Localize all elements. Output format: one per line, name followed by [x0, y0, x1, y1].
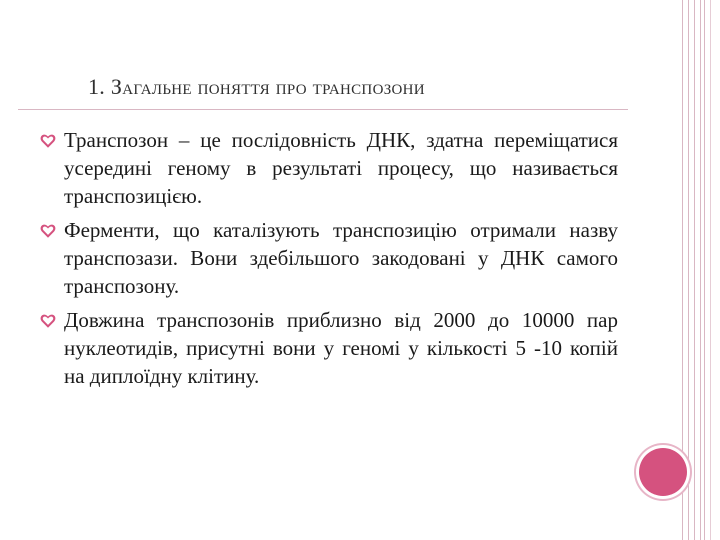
decor-line	[700, 0, 701, 540]
slide-title	[88, 74, 425, 100]
bullet-text: Транспозон – це послідовність ДНК, здатна переміщатися усередині геному в результаті процесу, що називається транспозицією.	[64, 128, 618, 208]
circle-icon	[639, 448, 687, 496]
decor-line	[710, 0, 711, 540]
heart-outline-icon	[39, 312, 57, 330]
title-number: 1.	[88, 74, 106, 99]
decor-line	[688, 0, 689, 540]
title-text: Загальне поняття про транспозони	[110, 74, 425, 99]
heart-outline-icon	[39, 222, 57, 240]
title-divider	[18, 109, 628, 110]
heart-outline-icon	[39, 132, 57, 150]
bullet-text: Ферменти, що каталізують транспозицію отримали назву транспозази. Вони здебільшого закодовані у ДНК самого транспозону.	[64, 218, 618, 298]
bullet-list	[38, 126, 618, 396]
bullet-item	[38, 216, 618, 300]
decor-line	[694, 0, 695, 540]
bullet-item	[38, 306, 618, 390]
bullet-text: Довжина транспозонів приблизно від 2000 до 10000 пар нуклеотидів, присутні вони у геномі у кількості 5 -10 копій на диплоїдну клітину.	[64, 308, 618, 388]
bullet-item	[38, 126, 618, 210]
decor-line	[704, 0, 705, 540]
